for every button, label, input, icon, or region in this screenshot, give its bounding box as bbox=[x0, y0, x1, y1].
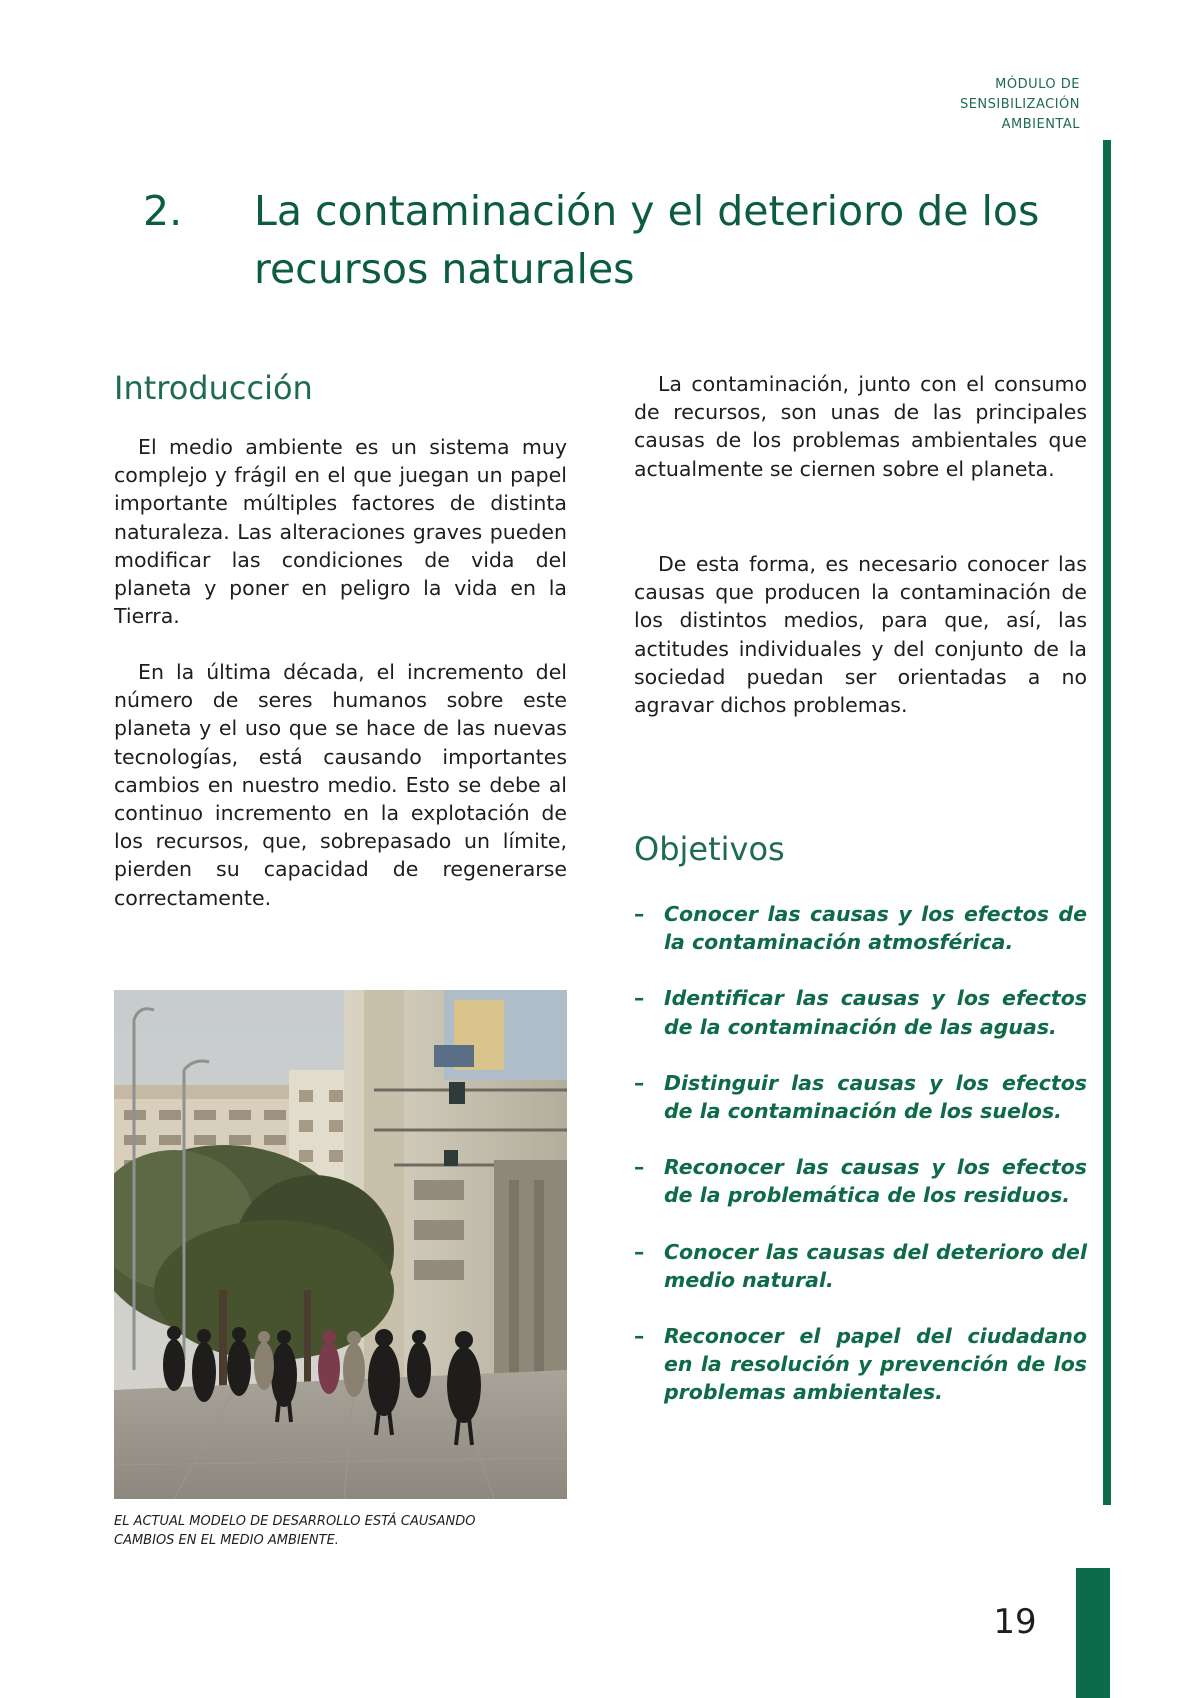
footer-accent-bar bbox=[1076, 1568, 1110, 1698]
objective-dash: – bbox=[634, 1324, 645, 1349]
objectives-list bbox=[634, 900, 1087, 1435]
module-header-line-3: AMBIENTAL bbox=[1001, 117, 1080, 132]
module-header-line-1: MÓDULO DE bbox=[995, 77, 1080, 92]
objective-item bbox=[634, 1153, 1087, 1209]
photo-caption bbox=[114, 1512, 574, 1550]
objective-text: Identificar las causas y los efectos de la contaminación de las aguas. bbox=[664, 986, 1087, 1039]
objective-dash: – bbox=[634, 1239, 645, 1264]
module-header bbox=[820, 75, 1080, 135]
vertical-accent-rule bbox=[1103, 140, 1111, 1505]
photo-caption-line-2: CAMBIOS EN EL MEDIO AMBIENTE. bbox=[114, 1533, 339, 1548]
objective-item bbox=[634, 900, 1087, 956]
introduccion-heading: Introducción bbox=[114, 369, 313, 407]
objective-dash: – bbox=[634, 1155, 645, 1180]
objective-dash: – bbox=[634, 902, 645, 926]
page-number: 19 bbox=[993, 1602, 1037, 1642]
objective-item bbox=[634, 984, 1087, 1040]
objective-text: Conocer las causas del deterioro del medio natural. bbox=[664, 1239, 1087, 1292]
photo-caption-line-1: EL ACTUAL MODELO DE DESARROLLO ESTÁ CAUSANDO bbox=[114, 1514, 476, 1529]
objective-text: Reconocer el papel del ciudadano en la resolución y prevención de los problemas ambientales. bbox=[664, 1324, 1087, 1405]
street-photo-illustration bbox=[114, 990, 567, 1499]
objective-item bbox=[634, 1238, 1087, 1294]
intro-paragraph-2: En la última década, el incremento del número de seres humanos sobre este planeta y el uso que se hace de las nuevas tecnologías, está causando importantes cambios en nuestro medio. Esto se debe al continuo incremento en la explotación de los recursos, que, sobrepasado un límite, pierden su capacidad de regenerarse correctamente. bbox=[114, 660, 567, 910]
objective-item bbox=[634, 1322, 1087, 1407]
objetivos-heading: Objetivos bbox=[634, 830, 785, 868]
objective-dash: – bbox=[634, 1070, 645, 1095]
chapter-title-text: La contaminación y el deterioro de los recursos naturales bbox=[254, 187, 1040, 293]
street-photo bbox=[114, 990, 567, 1499]
intro-paragraph-1: El medio ambiente es un sistema muy complejo y frágil en el que juegan un papel importante múltiples factores de distinta naturaleza. Las alteraciones graves pueden modificar las condiciones de vida del planeta y poner en peligro la vida en la Tierra. bbox=[114, 435, 567, 629]
right-paragraph-2: De esta forma, es necesario conocer las causas que producen la contaminación de los distintos medios, para que, así, las actitudes individuales y del conjunto de la sociedad puedan ser orientadas a no agravar dichos problemas. bbox=[634, 552, 1087, 718]
objective-item bbox=[634, 1069, 1087, 1125]
module-header-line-2: SENSIBILIZACIÓN bbox=[959, 97, 1080, 112]
objective-text: Distinguir las causas y los efectos de la contaminación de los suelos. bbox=[664, 1070, 1087, 1124]
chapter-number: 2. bbox=[143, 187, 183, 235]
objective-text: Conocer las causas y los efectos de la contaminación atmosférica. bbox=[664, 902, 1087, 955]
objective-dash: – bbox=[634, 986, 645, 1011]
right-paragraph-1: La contaminación, junto con el consumo de recursos, son unas de las principales causas de los problemas ambientales que actualmente se ciernen sobre el planeta. bbox=[634, 372, 1087, 481]
objective-text: Reconocer las causas y los efectos de la problemática de los residuos. bbox=[664, 1155, 1087, 1208]
